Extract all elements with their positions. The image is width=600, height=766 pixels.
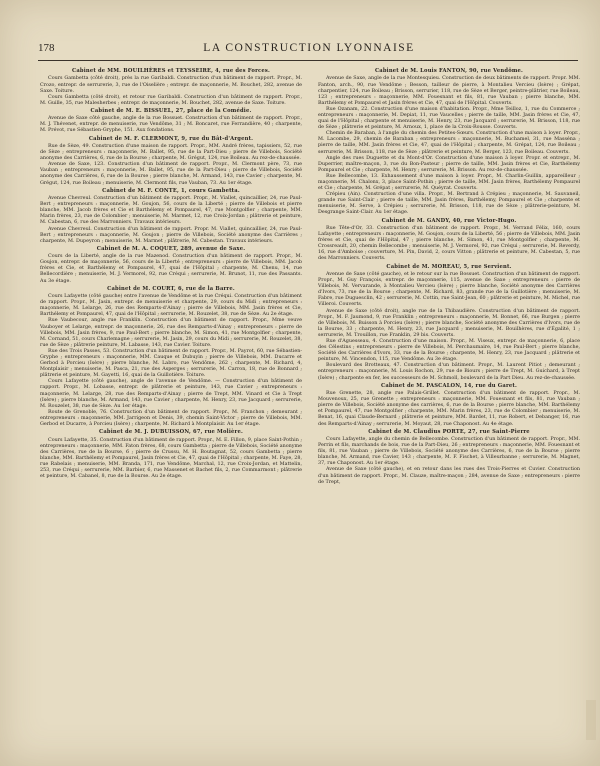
entry-paragraph: Rue des Trois Passes, 53. Construction d'un bâtiment de rapport. Propr., M. Payrot, 60, rue Sébastien-Gryphe ; entrepreneurs : maçonnerie, MM. Cauque et Dubuyin ; pierre de Villebois, MM. Ducarre et Gerbod à Porcieu (Isère) ; pierre blanche, M. Labro, rue Vendôme, 262 ; charpente, M. Richard, 4, Montplaisir ; menuiserie, M. Pasca, 21, rue des Asperges ; serrurerie, M. Carron, 18, rue de Bonnard ; plâtrerie et peinture, M. Gayetti, 16, quai de la Guillotière. Toiture. (40, 347, 302, 379)
running-title: LA CONSTRUCTION LYONNAISE (203, 42, 415, 54)
entry-paragraph: Avenue de Saxe, 123. Construction d'un bâtiment de rapport. Propr., M. Clermont père, 73, rue Vauban ; entrepreneurs : maçonnerie, M. Ballet, 95, rue de la Part-Dieu ; pierre de Villebois, Société anonyme des Carrières, 6, rue de la Bourse ; pierre blanche, M. Armand, 143, rue Cavier ; charpente, M. Grégut, 124, rue Boileau ; menuiserie, M. Clermont fils, rue Vauban, 73. Au 1er étage. (40, 161, 302, 186)
entry-paragraph: Avenue de Saxe (côté gauche), et en retour dans les rues des Trois-Pierres et Cuvier. Construction d'un bâtiment de rapport. Propr., M. Clauze, maître-maçon ; 284, avenue de Saxe ; entrepreneurs : pierre de Trept, (318, 466, 580, 485)
entry-paragraph: Rue Grenette, 28, angle rue Palais-Grillet. Construction d'un bâtiment de rapport. Propr., M. Mouvenoux, 25, rue Grenette ; entrepreneurs : maçonnerie, MM. Fouesnant et fils, 81, rue Vauban ; pierre de Villebois, Société anonyme des carrières, 6, rue de la Bourse ; pierre blanche, MM. Barthélemy et Pompaurel, 47, rue Montgolfier ; charpente, MM. Marin frères, 23, rue de Colombier ; menuiserie, M. Benat, 16, quai Claude-Bernard ; plâtrerie et peinture, MM. Bardet, 11, rue Robert, et Debanger, 16, rue des Remparts-d'Ainay ; serrurerie, M. Moyaut, 28, rue Chaponost. Au 4e étage. (318, 390, 580, 427)
cabinet-heading: Cabinet de M. MOREAU, 5, rue Servient. (386, 263, 512, 270)
entry-paragraph: Rue Vaubecour, angle rue Franklin. Construction d'un bâtiment de rapport. Propr., Mme veuve Vauboyer et Lelarge, entrepr. de maçonnerie, 26, rue des Remparts-d'Ainay ; entrepreneurs : pierre de Villebois, MM. Jasin frères, 9, rue Paul-Bert ; pierre blanche, M. Simon, 41, rue Montgolfier ; charpente, M. Cornand, 51, cours Charlemagne ; serrurerie, M. Jasin, 29, cours du Midi ; serrurerie, M. Rouzelet, 38, rue de Sèze ; plâtrerie peinture, M. Labasse, 143, rue Cavier. Toiture. (40, 317, 302, 348)
header-rule (38, 60, 578, 61)
entry-paragraph: Cours Gambetta (côté droit), près la rue Garibaldi. Construction d'un bâtiment de rapport. Propr., M. Crozo, entrepr. de serrurerie, 3, rue de l'Oiselière ; entrepr. de maçonnerie, M. Bouchet, 282, avenue de Saxe. Toiture. (40, 75, 302, 94)
entry-paragraph: Avenue Chevreul. Construction d'un bâtiment de rapport. Propr. M. Viallet, quincaillier, 24, rue Paul-Bert ; entrepreneurs : maçonnerie, M. Goujon ; pierre de Villebois, Société anonyme des Carrières ; charpente, M. Dupeyron ; menuiserie, M. Marmet ; plâtrerie, M. Cabestan. Travaux intérieurs. (40, 225, 302, 244)
entry-paragraph: Rue Bellecombe, 13. Exhaussement d'une maison à loyer. Propr., M. Charlin-Guillin, appareilleur ; maçonnerie, M. Chalonx, 3, place Saint-Pothin ; pierre de taille, MM. Jasin frères, Barthélemy Pompaurel et Cie ; charpente, M. Grépat ; serrurerie, M. Quéyrat. Couverts. (318, 172, 580, 192)
cabinet-heading: Cabinet de M. F. CLERMONT, 9, rue du Bât-d'Argent. (88, 135, 254, 142)
entry-paragraph: Avenue de Saxe côté gauche, angle de la rue Bossuet. Construction d'un bâtiment de rapport. Propr., M. J. Thévenet, entrepr. de menuiserie, rue Vendôme, 31 ; M. Boncaret, rue Ferrandière, 40 ; charpente, M. Prévot, rue Sébastien-Gryphe, 151. Aux fondations. (40, 115, 302, 134)
right-column (318, 66, 580, 738)
cabinet-heading: Cabinet de M. PASCALON, 14, rue du Garet. (381, 382, 517, 389)
cabinet-heading: Cabinet de M. A. COQUET, 289, avenue de Saxe. (96, 245, 246, 252)
cabinet-heading: Cabinet de M. Claudius PORTE, 27, rue Saint-Pierre (368, 428, 530, 435)
entry-paragraph: Angle des rues Duguette et du Mont-d'Or. Construction d'une maison à loyer. Propr. et entrepr., M. Duperrier, maître-maçon, 3, rue du Bon-Pasteur ; pierre de taille, MM. Jasin frères et Cie, Barthélemy Pompaurel et Cie ; charpente, M. Henry ; serrurerie, M. Brisson. Au rez-de-chaussée. (318, 154, 580, 173)
entry-paragraph: Cours Lafayette (côté gauche), angle de l'avenue de Vendôme. — Construction d'un bâtiment de rapport. Propr., M. Lobasse, entrepr. de plâtrerie et peinture, 143, rue Cavier ; entrepreneurs : maçonnerie, M. Lelarge, 28, rue des Remparts-d'Ainay ; pierre de Trept, MM. Vinard et Cie à Trept (Isère) ; pierre blanche, M. Armand, 143, rue Cavier ; charpente, M. Henry, 23, rue Jacquard ; serrurerie, M. Rouzelet, 38, rue de Sèze. Au 1er étage. (40, 378, 302, 409)
cabinet-heading: Cabinet de MM. BOUILHÈRES et TEYSSEIRE, 4, rue des Forces. (72, 68, 270, 74)
entry-paragraph: Avenue Chevreul. Construction d'un bâtiment de rapport. Propr., M. Viallet, quincaillier, 24, rue Paul-Bert ; entrepreneurs : maçonnerie, M. Goujon, 56, cours de la Liberté ; pierre de Villebois et pierre blanche, MM. Jacob frères et Cie et Barthélemy et Pompaurel, 47, rue Montgolfier ; charpente, MM. Marin frères, 23, rue de Colombier ; menuiserie, M. Marmet, 12, rue Croix-Jordan ; plâtrerie et peinture, M. Cabestan, 6, rue des Marronniers. Travaux intérieurs. (40, 195, 302, 226)
entry-paragraph: Cours Gambetta (côté droit), et retour rue Garibaldi. Construction d'un bâtiment de rapport. Propr., M. Guille, 35, rue Malesherbes ; entrepr. de maçonnerie, M. Bouchet, 282, avenue de Saxe. Toiture. (40, 93, 302, 106)
entry-paragraph: Cours Lafayette, angle du chemin de Bellecombe. Construction d'un bâtiment de rapport. Propr., MM. Perrin et fils, marchands de bois, rue de la Part-Dieu, 26 ; entrepreneurs : maçonnerie, MM. Fouesnant et fils, 81, rue Vauban ; pierre de Villebois, Société anonyme des Carrières, 6, rue de la Bourse ; pierre blanche, M. Armand, rue Cavier, 143 ; charpente, M. F. Fischet, à Villeurbanne ; serrurerie, M. Magnet, 37, rue Chaponost. Au 1er étage. (318, 436, 580, 467)
left-column (40, 66, 302, 738)
entry-paragraph: Avenue de Saxe (côté droit), angle rue de la Thibaudière. Construction d'un bâtiment de rapport. Propr., M. F. Jaumond, 9, rue Franklin ; entrepreneurs : maçonnerie, M. Bonnet, 66, rue Burgen ; pierre de Villebois, M. Buisson à Porcieu (Isère) ; pierre blanche, Société anonyme des Carrières d'Ivors, rue de la Bourse, 33 ; charpente, M. Henry, 23, rue Jacquard ; menuiserie, M. Bouilhères, rue d'Égalité, 1 ; serrurerie, M. Trouillon, rue Franklin, 29 bis. Couverts. (318, 307, 580, 338)
entry-paragraph: Cours Lafayette (côté gauche) entre l'avenue de Vendôme et la rue Créqui. Construction d'un bâtiment de rapport. Propr., M. Jasin, entrepr. de menuiserie et charpente, 29, cours du Midi ; entrepreneurs : maçonnerie, M. Lelarge, 26, rue des Remparts-d'Ainay ; pierre de Villebois, MM. Jasin frères et Cie, Barthélemy et Pompaurel, 47, quai de l'Hôpital ; serrurerie, M. Rouzelet, 38, rue de Sèze. Au 2e étage. (40, 293, 302, 318)
entry-paragraph: Avenue de Saxe, angle de la rue Montesquieu. Construction de deux bâtiments de rapport. Propr. MM. Fanton, arch., 90, rue Vendôme ; Besson, tailleur de pierre, à Montalieu Vercieu (Isère) ; Grépat, charpentier, 124, rue Boileau ; Brisson, serrurier, 118, rue de Sèze et Berger, peintre-plâtrier, rue Boileau, 123 ; entrepreneurs : maçonnerie, MM. Fouesnant et fils, 81, rue Vauban ; pierre blanche, MM. Barthélemy et Pompaurel et Jasin frères et Cie, 47, quai de l'Hôpital. Couverts. (318, 75, 580, 106)
entry-paragraph: Cours Lafayette, 35. Construction d'un bâtiment de rapport. Propr., M. E. Fillon, 9, place Saint-Pothin ; entrepreneurs : maçonnerie, MM. Faton frères, 68, cours Gambetta ; pierre de Villebois, Société anonyme des Carrières, rue de la Bourse, 6 ; pierre de Crussu, M. H. Boutagnat, 52, cours Gambetta ; pierre blanche, MM. Barthélemy et Pompaurel, Jasin frères et Cie, 47, quai de l'Hôpital ; charpente, M. Faye, 28, rue Rabelais ; menuiserie, MM. Branda, 171, rue Vendôme, Marchal, 12, rue Croix-Jordan, et Mattelin, 253, rue Créqui ; serrurerie, MM. Barbier, 6, rue Massenet et Bachet fils, 2, rue Commarmont ; plâtrerie et peinture, M. Cabanel, 8, rue de la Bourse. Au 2e étage. (40, 436, 302, 480)
cabinet-heading: Cabinet de M. Louis FANTON, 90, rue Vendôme. (374, 68, 524, 74)
cabinet-heading: Cabinet de M. GANDY, 40, rue Victor-Hugo. (381, 217, 517, 224)
cabinet-heading: Cabinet de M. E. BISSUEL, 27, place de la Comédie. (90, 107, 252, 114)
cabinet-heading: Cabinet de M. F. CONTE, 1, cours Gambetta. (102, 187, 240, 194)
entry-paragraph: Chemin de Baraban, à l'angle du chemin des Petites-Sœurs. Construction d'une maison à loyer. Propr., M. Lacombe, 29, chemin de Baraban ; entrepreneurs : maçonnerie, M. Buchamel, 31, rue Masséna ; pierre de taille, MM. Jasin frères et Cie, 47, quai de l'Hôpital ; charpente, M. Grépat, 124, rue Boileau ; serrurerie, M. Brisson, 118, rue de Sèze ; plâtrerie et peinture, M. Berger, 123, rue Boileau. Couverts. (318, 130, 580, 155)
entry-paragraph: Crépieu (Ain). Construction d'une villa. Propr., M. Bertrand à Crépieu ; maçonnerie, M. Sauvaneil, grande rue Saint-Clair ; pierre de taille, MM. Jasin frères, Barthélemy, Pompaurel et Cie ; charpente et menuiserie, M. Serve, à Crépieu ; serrurerie, M. Brisson, 118, rue de Sèze ; plâtrerie-peinture, M. Desgrange Saint-Clair. Au 1er étage. (318, 191, 580, 216)
entry-paragraph: Cours de la Liberté, angle de la rue Mazenod. Construction d'un bâtiment de rapport. Propr., M. Goujon, entrepr. de maçonnerie, 56, cours de la Liberté ; entrepreneurs : pierre de Villebois, MM. Jacob frères et Cie, et Barthélemy et Pompaurel, 47, quai de l'Hôpital ; charpente, M. Chenu, 14, rue Bellecordière ; menuiserie, M. J. Vermorel, 92, rue Créqui ; serrurerie, M. Brunot, 11, rue des Passants. Au 3e étage. (40, 253, 302, 284)
entry-paragraph: Rue Ozanam, 22. Construction d'une maison d'habitation. Propr., Mme Teilloz, 1, rue du Commerce ; entrepreneurs : maçonnerie, M. Depiat, 11, rue Vaucelles ; pierre de taille, MM. Jasin frères et Cie, 47, quai de l'Hôpital ; charpente et menuiserie, M. Henry, 23, rue Jacquard ; serrurerie, M. Brisson, 118, rue de Sèze ; plâtrerie et peinture, M. Arnoux, 1, place de la Croix-Rousse. Couverts. (318, 105, 580, 131)
entry-paragraph: Boulevard des Brotteaux, 47. Construction d'un bâtiment. Propr., M. Laurent Pitiot ; demeurant ; entrepreneurs : maçonnerie, M. Louis Rochon, 29, rue de Biours ; pierre de Trept, M. Guichard, à Trept (Isère) ; charpente en fer, les successeurs de M. Schmoll, boulevard de la Part Dieu. Au rez-de-chaussée. (318, 362, 580, 381)
cabinet-heading: Cabinet de M. J. DUBUISSON, 67, rue Molière. (99, 429, 243, 436)
entry-paragraph: Avenue de Saxe (côté gauche), et le retour sur la rue Bossuet. Construction d'un bâtiment de rapport. Propr., M. Guy François, entrepr. de maçonnerie, 115, avenue de Saxe ; entrepreneurs : pierre de Villebois, M. Vervarande, à Montalieu Vercieu (Isère) ; pierre blanche, Société anonyme des Carrières d'Ivors, 73, rue de la Bourse ; charpente, M. Richard, 83, grande rue de la Guillotière ; menuiserie, M. Fabre, rue Duguesclin, 42 ; serrurerie, M. Cottin, rue Saint-Jean, 60 ; plâtrerie et peinture, M. Michel, rue Villeroi. Couverts. (318, 270, 580, 308)
page-edge-shadow (586, 700, 596, 740)
entry-paragraph: Route de Grenoble, 76. Construction d'un bâtiment de rapport. Propr., M. Franchon ; demeurant ; entrepreneurs : maçonnerie, MM. Jarrigeon et Denis, 39, chemin Saint-Victor ; pierre de Villebois, MM. Gerbod et Ducarre, à Porcieu (Isère) ; charpente, M. Richard à Montplaisir. Au 1er étage. (40, 408, 302, 428)
entry-paragraph: Rue d'Aguesseau, 4. Construction d'une maison. Propr., M. Viseux, entrepr. de maçonnerie, 6, place des Célestins ; entrepreneurs : pierre de Villebois, M. Perchaumaire, 14, rue Paul-Bert ; pierre blanche, Société des Carrières d'Ivors, 33, rue de la Bourse ; charpente, M. Henry, 23, rue Jacquard ; plâtrerie et peinture, M. Vincendon, 115, rue Vendôme. Au 3e étage. (318, 337, 580, 363)
entry-paragraph: Rue Tête-d'Or, 33. Construction d'un bâtiment de rapport. Propr., M. Verrand Félix, 160, cours Lafayette ; entrepreneurs : maçonnerie, M. Goujon, cours de la Liberté, 56 ; pierre de Villebois, MM. Jasin frères et Cie, quai de l'Hôpital, 47 ; pierre blanche, M. Simon, 41, rue Montgolfier ; charpente, M. Crossreault, 20, chemin Bellecombe ; menuiserie, M. J. Vermorel, 92, rue Créqui ; serrurerie, M. Reverdy, 16, rue d'Amboise ; couverture, M. Pin, David, 2, cours Vitton ; plâtrerie et peinture, M. Cabestan, 5, rue des Marronniers. Couverts. (318, 224, 580, 262)
page-number: 178 (38, 42, 55, 54)
entry-paragraph: Rue de Sèze, 49. Construction d'une maison de rapport. Propr., MM. André frères, tapissiers, 52, rue de Sèze ; entrepreneurs : maçonnerie, M. Ballet, 95, rue de la Part-Dieu ; pierre de Villebois, Société anonyme des Carrières, 6, rue de la Bourse ; charpente, M. Grégut, 124, rue Boileau. Au rez-de-chaussée. (40, 142, 302, 162)
page-header (38, 42, 580, 58)
cabinet-heading: Cabinet de M. COURT, 6, rue de la Barre. (107, 285, 235, 292)
